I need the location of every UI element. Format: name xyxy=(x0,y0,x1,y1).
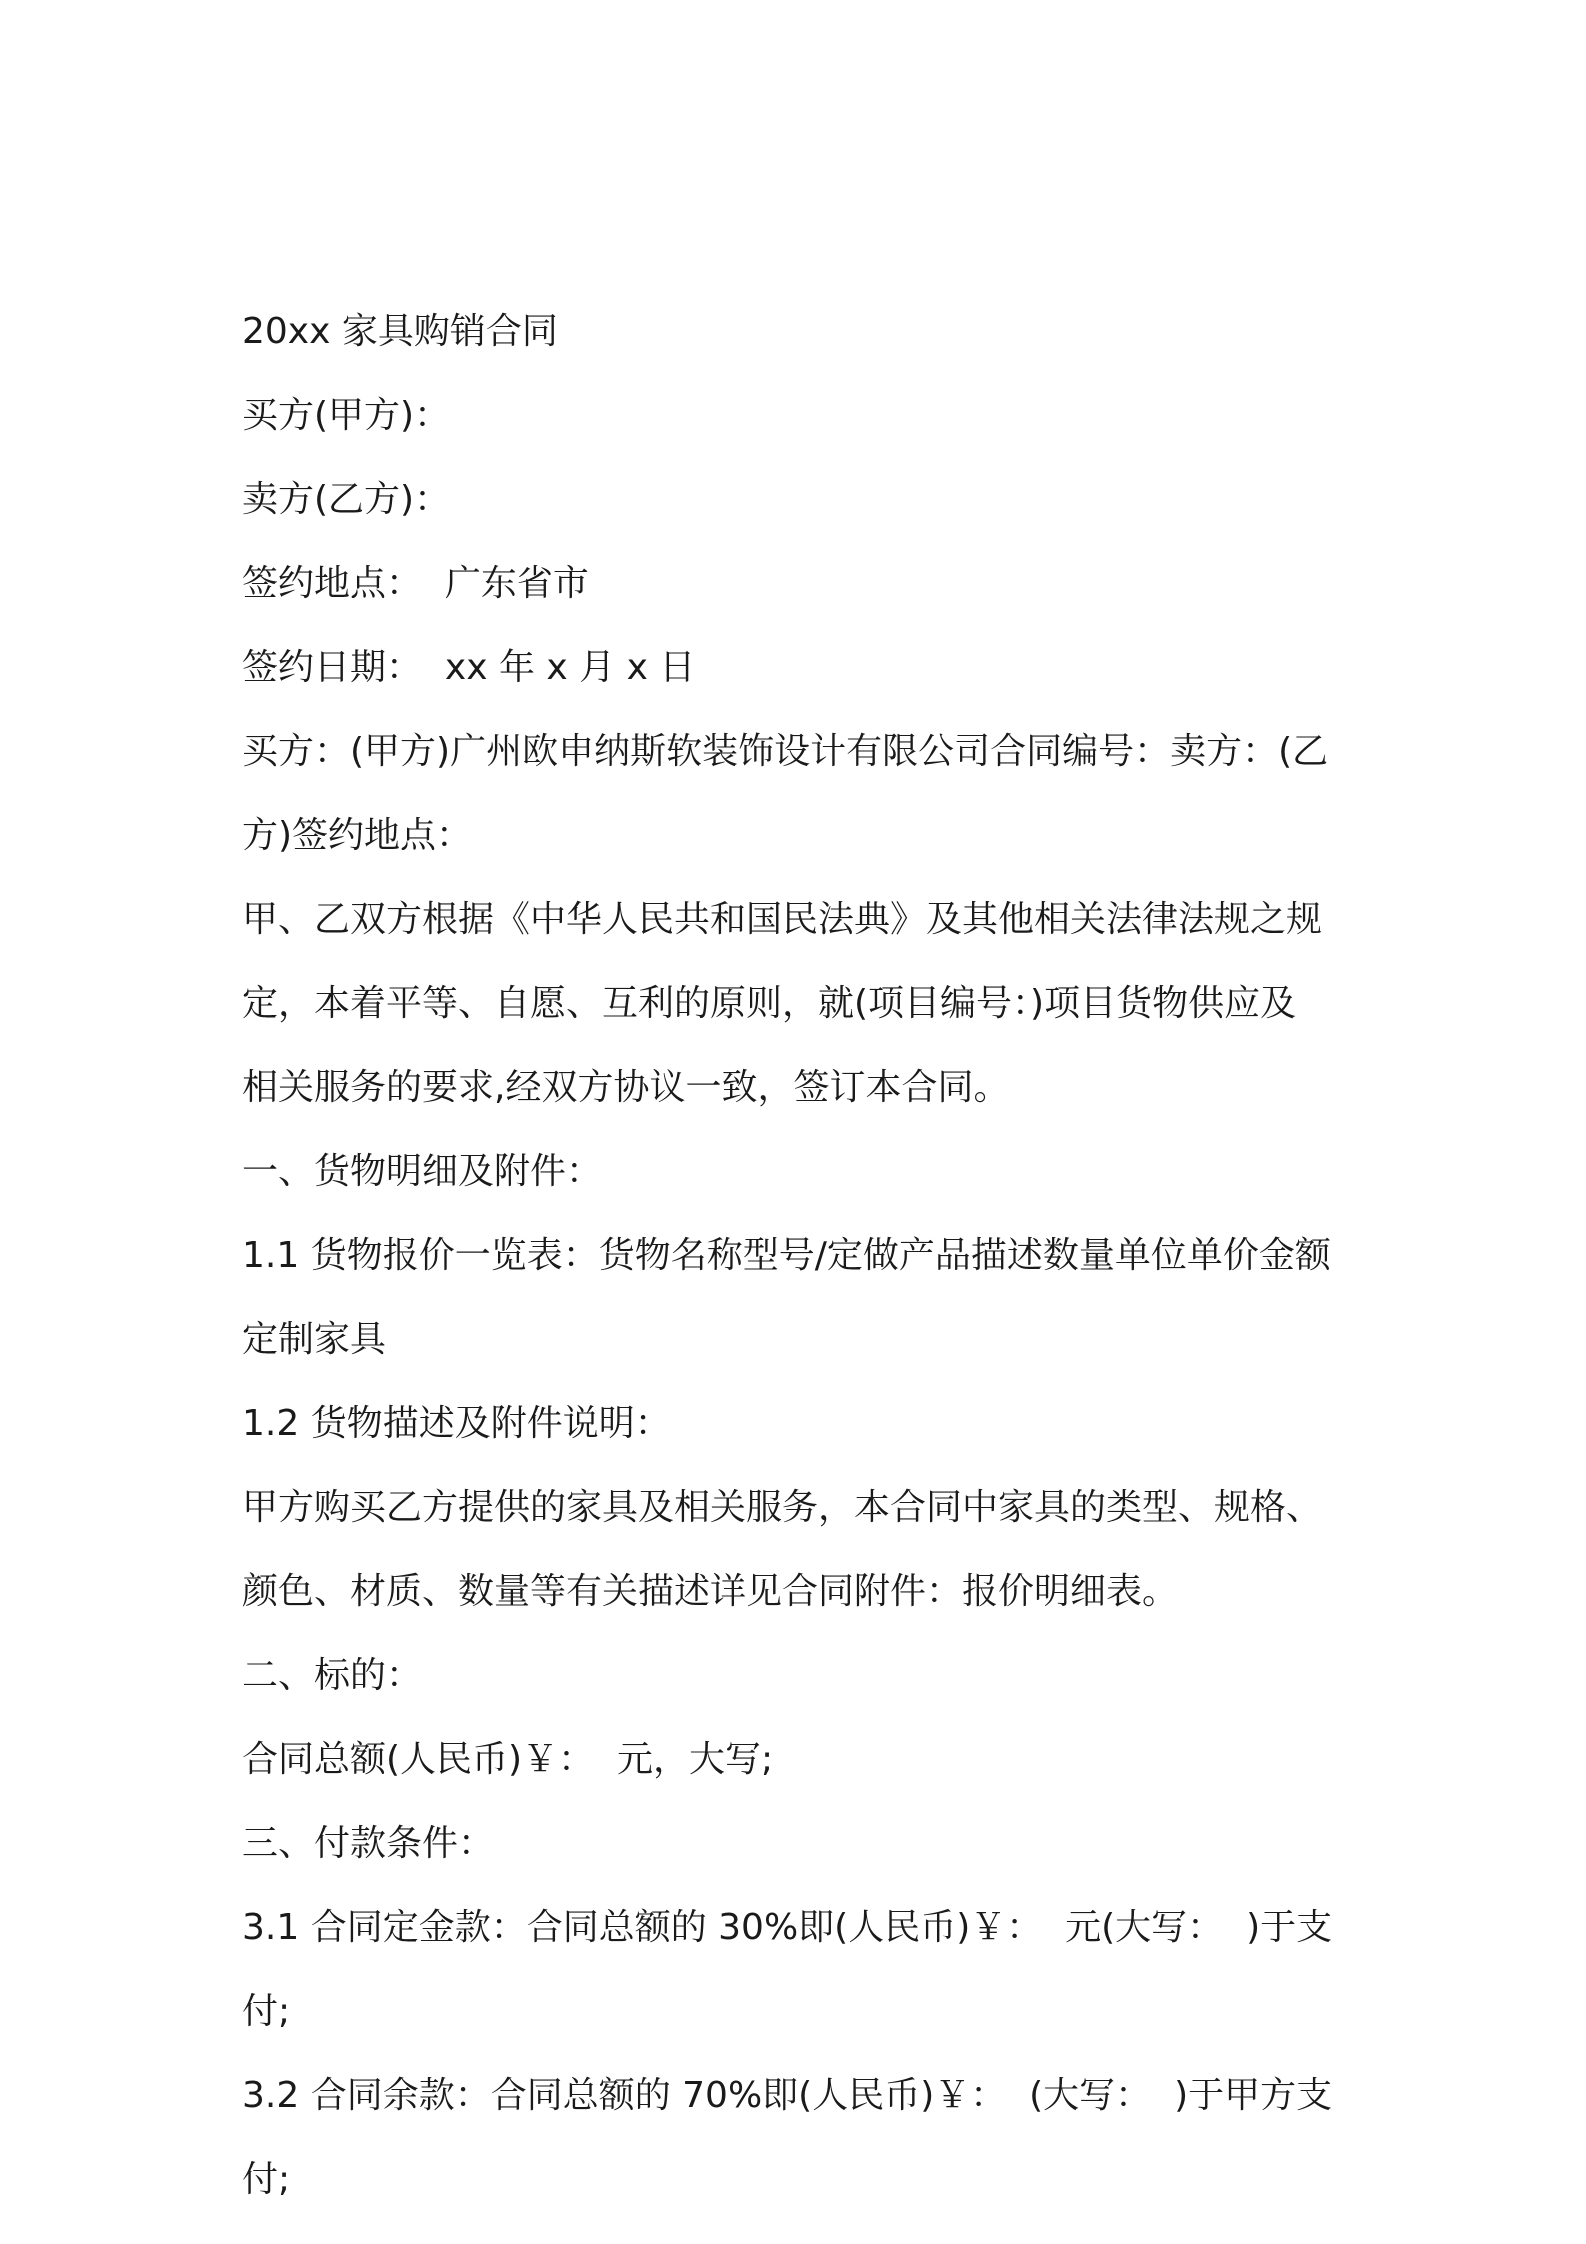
item-1-2-line-2: 颜色、材质、数量等有关描述详见合同附件：报价明细表。 xyxy=(242,1571,1179,1612)
item-3-1: 3.1 合同定金款：合同总额的 30%即(人民币)￥： 元(大写： )于支付; xyxy=(242,1907,1333,2032)
item-1-2-heading: 1.2 货物描述及附件说明： xyxy=(242,1403,671,1444)
document-title: 20xx 家具购销合同 xyxy=(242,311,558,352)
parties-line-1: 买方：(甲方)广州欧申纳斯软装饰设计有限公司合同编号：卖方：(乙 xyxy=(242,731,1329,772)
intro-line-2: 定，本着平等、自愿、互利的原则，就(项目编号：)项目货物供应及 xyxy=(242,983,1297,1024)
section-3-heading: 三、付款条件： xyxy=(242,1823,495,1864)
contract-body xyxy=(242,290,1362,2222)
sign-place-line: 签约地点： 广东省市 xyxy=(242,563,589,604)
sign-date-line: 签约日期： xx 年 x 月 x 日 xyxy=(242,647,696,688)
item-1-2-line-1: 甲方购买乙方提供的家具及相关服务，本合同中家具的类型、规格、 xyxy=(242,1487,1323,1528)
intro-line-3: 相关服务的要求,经双方协议一致，签订本合同。 xyxy=(242,1067,1010,1108)
parties-line-2: 方)签约地点： xyxy=(242,815,473,856)
section-2-amount: 合同总额(人民币)￥： 元，大写; xyxy=(242,1739,774,1780)
section-1-heading: 一、货物明细及附件： xyxy=(242,1151,603,1192)
item-1-1-line-1: 1.1 货物报价一览表：货物名称型号/定做产品描述数量单位单价金额 xyxy=(242,1235,1331,1276)
item-3-2: 3.2 合同余款：合同总额的 70%即(人民币)￥： (大写： )于甲方支付; xyxy=(242,2075,1333,2200)
seller-line: 卖方(乙方)： xyxy=(242,479,451,520)
buyer-line: 买方(甲方)： xyxy=(242,395,451,436)
intro-line-1: 甲、乙双方根据《中华人民共和国民法典》及其他相关法律法规之规 xyxy=(242,899,1323,940)
section-2-heading: 二、标的： xyxy=(242,1655,423,1696)
item-1-1-line-2: 定制家具 xyxy=(242,1319,387,1360)
